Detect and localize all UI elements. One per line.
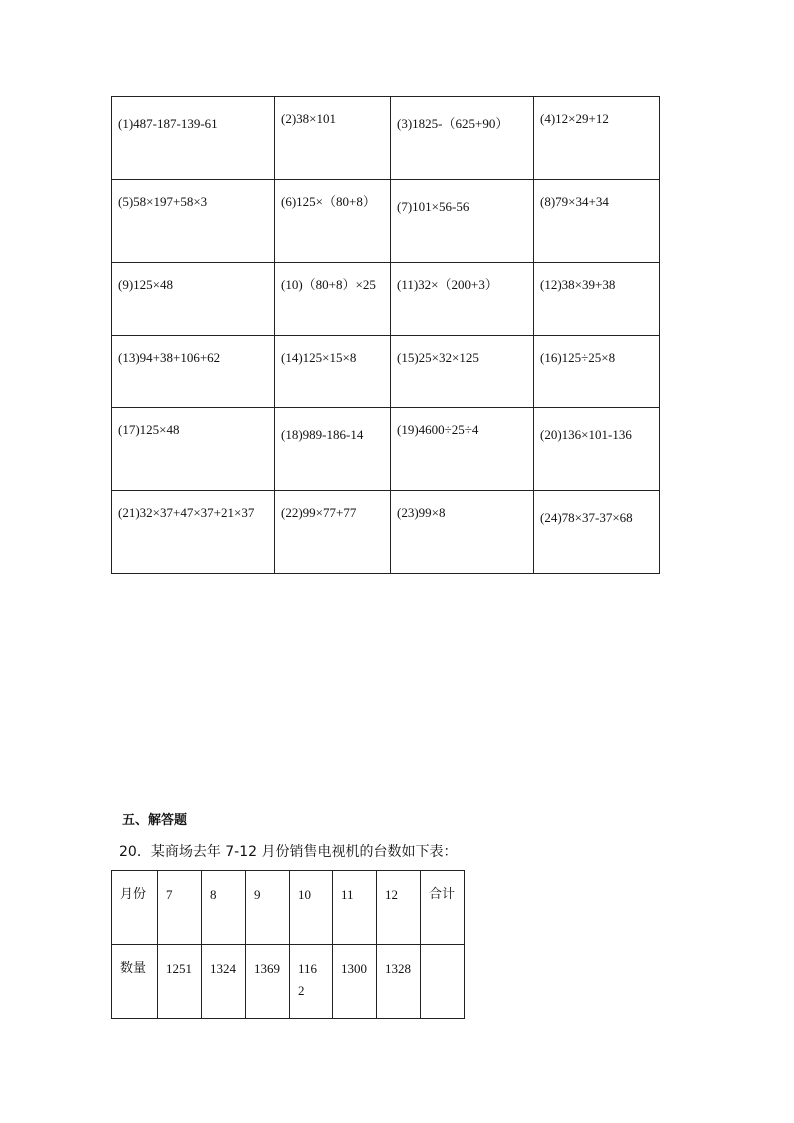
table-row: [112, 336, 660, 408]
tv-sales-table: [111, 870, 465, 1019]
problem-cell: [112, 491, 275, 574]
total-header-cell: 合计: [421, 871, 465, 945]
calculation-problems-table: [111, 96, 660, 574]
table-row: [112, 871, 465, 945]
problem-cell: [391, 180, 534, 263]
problem-text: (14)125×15×8: [281, 350, 357, 365]
count-cell: 1251: [158, 945, 202, 1019]
problem-text: (1)487-187-139-61: [118, 116, 218, 131]
problem-text: (15)25×32×125: [397, 350, 479, 365]
problem-text: (22)99×77+77: [281, 505, 357, 520]
problem-cell: [112, 336, 275, 408]
problem-text: (10)（80+8）×25: [281, 277, 376, 292]
problem-cell: [391, 408, 534, 491]
month-cell: 7: [158, 871, 202, 945]
problem-cell: [534, 180, 660, 263]
problem-text: (6)125×（80+8）: [281, 194, 376, 209]
problem-text: (16)125÷25×8: [540, 350, 616, 365]
problem-cell: [275, 180, 391, 263]
table-row: [112, 97, 660, 180]
month-cell: 9: [246, 871, 290, 945]
section-heading: 五、解答题: [122, 813, 188, 828]
problem-text: (7)101×56-56: [397, 199, 470, 214]
table-row: [112, 945, 465, 1019]
count-cell: 1300: [333, 945, 377, 1019]
problem-text: (17)125×48: [118, 422, 180, 437]
problem-cell: [275, 97, 391, 180]
row-header-cell: 数量: [112, 945, 158, 1019]
problem-text: (2)38×101: [281, 111, 336, 126]
problem-text: (21)32×37+47×37+21×37: [118, 505, 255, 520]
problem-text: (5)58×197+58×3: [118, 194, 208, 209]
problem-cell: [112, 408, 275, 491]
problem-text: (19)4600÷25÷4: [397, 422, 479, 437]
table-row: [112, 180, 660, 263]
count-cell: 1328: [377, 945, 421, 1019]
row-header-cell: 月份: [112, 871, 158, 945]
problem-cell: [534, 408, 660, 491]
month-cell: 12: [377, 871, 421, 945]
problem-text: (11)32×（200+3）: [397, 277, 498, 292]
problem-cell: [391, 263, 534, 336]
month-cell: 8: [202, 871, 246, 945]
problem-text: (3)1825-（625+90）: [397, 116, 509, 131]
problem-text: (23)99×8: [397, 505, 446, 520]
problem-cell: [534, 263, 660, 336]
problem-cell: [534, 336, 660, 408]
problem-cell: [112, 263, 275, 336]
problem-text: (20)136×101-136: [540, 427, 632, 442]
month-cell: 10: [290, 871, 333, 945]
problem-cell: [275, 408, 391, 491]
month-cell: 11: [333, 871, 377, 945]
question-text: 20．某商场去年 7-12 月份销售电视机的台数如下表：: [119, 844, 458, 860]
problem-cell: [275, 336, 391, 408]
count-cell: 1324: [202, 945, 246, 1019]
problem-cell: [112, 97, 275, 180]
table-row: [112, 263, 660, 336]
table-row: [112, 491, 660, 574]
problem-text: (12)38×39+38: [540, 277, 616, 292]
problem-text: (24)78×37-37×68: [540, 510, 633, 525]
problem-text: (13)94+38+106+62: [118, 350, 221, 365]
problem-text: (18)989-186-14: [281, 427, 364, 442]
problem-text: (4)12×29+12: [540, 111, 609, 126]
problem-text: (8)79×34+34: [540, 194, 609, 209]
total-cell: [421, 945, 465, 1019]
count-cell: 1369: [246, 945, 290, 1019]
problem-cell: [534, 491, 660, 574]
count-cell: 1162: [290, 945, 333, 1019]
problem-cell: [275, 491, 391, 574]
problem-cell: [112, 180, 275, 263]
problem-cell: [275, 263, 391, 336]
problem-cell: [391, 336, 534, 408]
problem-cell: [391, 491, 534, 574]
table-row: [112, 408, 660, 491]
problem-text: (9)125×48: [118, 277, 173, 292]
problem-cell: [534, 97, 660, 180]
problem-cell: [391, 97, 534, 180]
